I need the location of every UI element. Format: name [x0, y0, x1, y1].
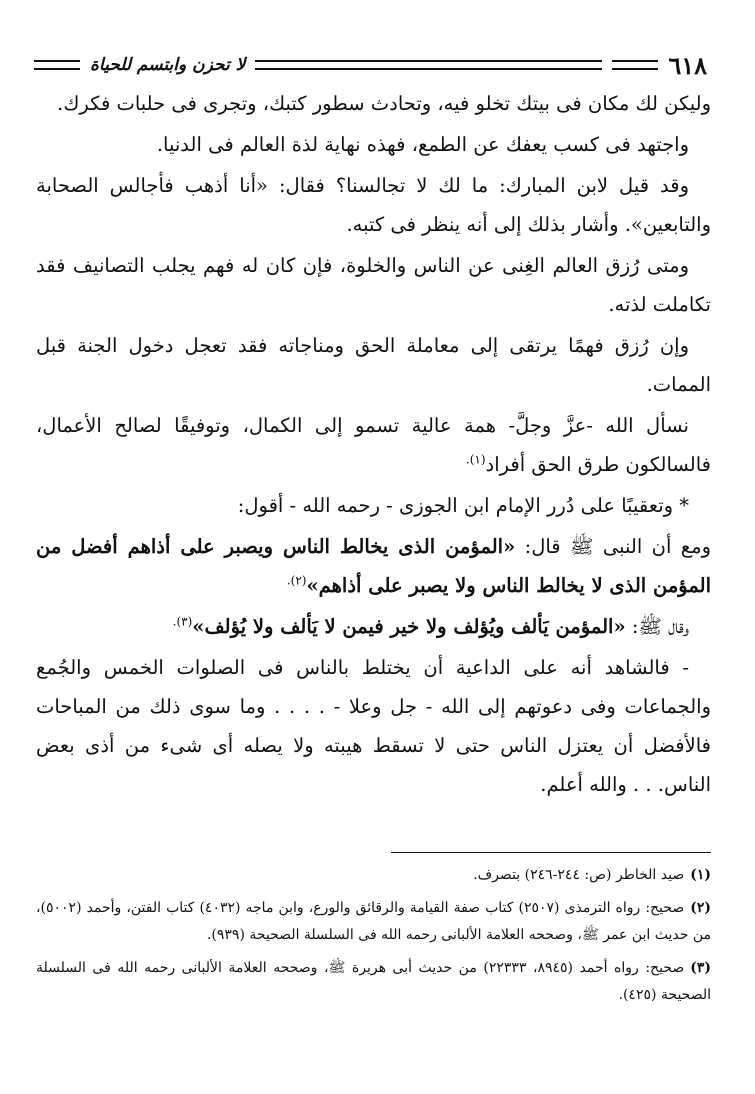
footnote-text: صحيح: رواه الترمذى (٢٥٠٧) كتاب صفة القيامة والرقائق والورع، وابن ماجه (٤٠٣٢) كتاب الفتن، وأحمد (٥٠٠٢)، من حديث ابن عمر ﷺ، وصححه العلامة الألبانى رحمه الله فى السلسلة الصحيحة (٩٣٩).	[36, 900, 711, 943]
footnote-number: (٣)	[690, 960, 712, 976]
paragraph: وقد قيل لابن المبارك: ما لك لا تجالسنا؟ فقال: «أنا أذهب فأجالس الصحابة والتابعين». وأشار بذلك إلى أنه ينظر فى كتبه.	[36, 174, 711, 236]
footnote	[36, 895, 711, 949]
header-rule	[255, 60, 602, 70]
hadith-intro: ومع أن النبى ﷺ قال:	[515, 535, 711, 558]
paragraph: * وتعقيبًا على دُرر الإمام ابن الجوزى - رحمه الله - أقول:	[237, 494, 689, 517]
footnote-ref: (١).	[465, 452, 486, 467]
footnotes	[36, 862, 711, 1015]
footnote-number: (١)	[690, 867, 711, 883]
main-text	[36, 84, 711, 806]
page-header	[34, 52, 707, 78]
footnote-text: صحيح: رواه أحمد (٨٩٤٥، ٢٢٣٣٣) من حديث أبى هريرة ﷺ، وصححه العلامة الألبانى رحمه الله فى السلسلة الصحيحة (٤٢٥).	[36, 960, 711, 1003]
paragraph: وإن رُزق فهمًا يرتقى إلى معاملة الحق ومناجاته فقد تعجل دخول الجنة قبل الممات.	[36, 334, 711, 396]
paragraph: - فالشاهد أنه على الداعية أن يختلط بالناس فى الصلوات الخمس والجُمع والجماعات وفى دعوتهم إلى الله - جل وعلا - . . . . وما سوى ذلك من المباحات فالأفضل أن يعتزل الناس حتى لا تسقط هيبته ولا يصله أى شىء من أذى بعض الناس. . . والله أعلم.	[36, 656, 711, 796]
footnote-separator	[391, 852, 711, 853]
footnote-ref: (٢).	[286, 573, 307, 588]
hadith-text: «المؤمن يَألف ويُؤلف ولا خير فيمن لا يَألف ولا يُؤلف»	[192, 615, 626, 638]
footnote-number: (٢)	[690, 900, 712, 916]
hadith-text: «المؤمن الذى يخالط الناس ويصبر على أذاهم أفضل من المؤمن الذى لا يخالط الناس ولا يصبر على أذاهم»	[36, 535, 711, 597]
header-rule-left	[34, 60, 80, 70]
hadith-paragraph	[36, 527, 711, 605]
header-rule-right	[612, 60, 658, 70]
page-number: ٦١٨	[668, 50, 707, 80]
footnote-text: صيد الخاطر (ص: ٢٤٤-٢٤٦) بتصرف.	[473, 867, 685, 883]
hadith-intro: وقال ﷺ:	[625, 615, 689, 638]
hadith-paragraph	[36, 607, 711, 646]
footnote	[36, 862, 711, 889]
paragraph: ومتى رُزق العالم الغِنى عن الناس والخلوة، فإن كان له فهم يجلب التصانيف فقد تكاملت لذته.	[36, 254, 711, 316]
paragraph	[36, 406, 711, 484]
running-title: لا تحزن وابتسم للحياة	[90, 55, 246, 75]
footnote-ref: (٣).	[172, 614, 193, 629]
footnote	[36, 955, 711, 1009]
paragraph: وليكن لك مكان فى بيتك تخلو فيه، وتحادث سطور كتبك، وتجرى فى حلبات فكرك.	[57, 92, 711, 115]
paragraph-text: نسأل الله -عزَّ وجلَّ- همة عالية تسمو إلى الكمال، وتوفيقًا لصالح الأعمال، فالسالكون طرق الحق أفراد	[36, 414, 711, 476]
paragraph: واجتهد فى كسب يعفك عن الطمع، فهذه نهاية لذة العالم فى الدنيا.	[156, 133, 689, 156]
